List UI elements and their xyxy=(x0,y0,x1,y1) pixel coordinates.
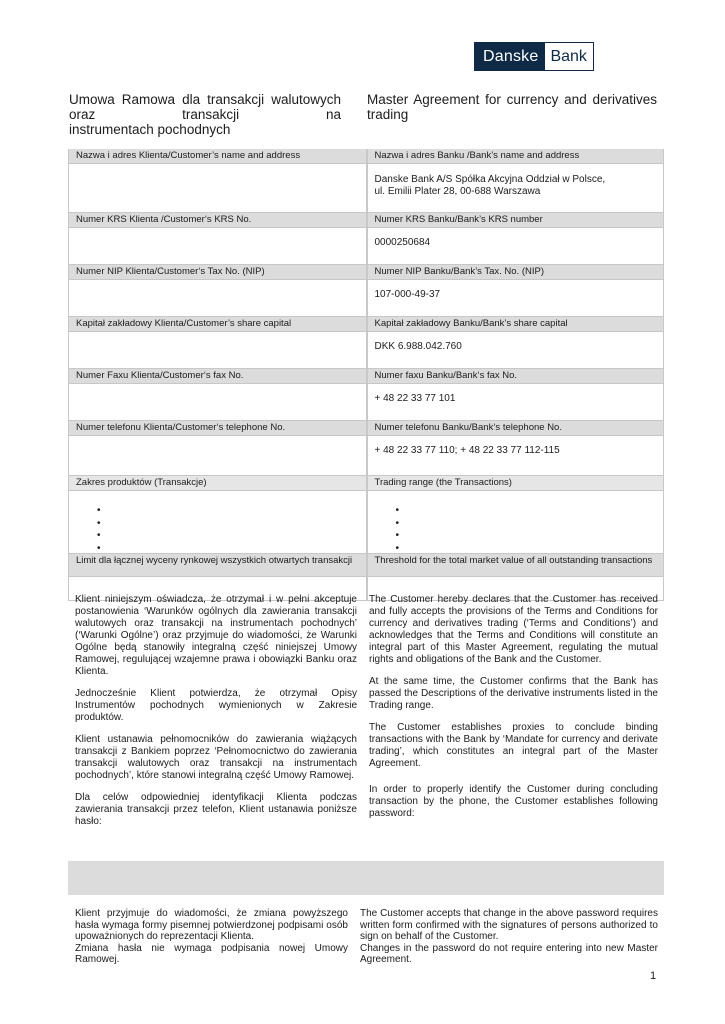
footer-pl-paragraph-2: Zmiana hasła nie wymaga podpisania nowej Umowy Ramowej. xyxy=(75,942,348,965)
table-value-row xyxy=(69,280,664,317)
client-nip-label: Numer NIP Klienta/Customer‘s Tax No. (NIP) xyxy=(69,265,367,280)
body-en-paragraph-4: In order to properly identify the Customer during concluding transaction by the phone, the Customer establishes following password: xyxy=(369,784,658,819)
table-value-row xyxy=(69,384,664,421)
client-capital-field[interactable] xyxy=(69,332,367,369)
list-item: • xyxy=(395,530,400,541)
list-item: • xyxy=(97,517,101,529)
product-range-label: Zakres produktów (Transakcje) xyxy=(69,476,367,491)
table-header-row xyxy=(69,317,664,332)
body-polish xyxy=(75,594,357,838)
list-item: • xyxy=(395,517,400,529)
bank-fax-value: + 48 22 33 77 101 xyxy=(367,384,665,421)
logo-bank: Bank xyxy=(544,43,592,70)
table-value-row xyxy=(69,164,664,213)
bank-krs-value: 0000250684 xyxy=(367,228,665,265)
table-header-row xyxy=(69,265,664,280)
bank-name-line1: Danske Bank A/S Spółka Akcyjna Oddział w Polsce, xyxy=(374,174,606,185)
title-polish-line2: instrumentach pochodnych xyxy=(69,122,231,137)
footer-en-paragraph-2: Changes in the password do not require entering into new Master Agreement. xyxy=(360,942,658,965)
title-english: Master Agreement for currency and derivatives trading xyxy=(367,92,657,122)
title-polish-line1: Umowa Ramowa dla transakcji walutowych oraz transakcji na xyxy=(69,92,341,122)
page-number: 1 xyxy=(650,970,657,982)
list-item: • xyxy=(97,505,101,516)
table-value-row xyxy=(69,332,664,369)
list-item: • xyxy=(97,542,101,554)
danske-bank-logo xyxy=(474,42,594,71)
list-item: • xyxy=(97,530,101,541)
limit-label: Limit dla łącznej wyceny rynkowej wszystkich otwartych transakcji xyxy=(69,554,367,577)
footer-polish xyxy=(75,908,348,966)
threshold-label: Threshold for the total market value of all outstanding transactions xyxy=(367,554,665,577)
client-name-field[interactable] xyxy=(69,164,367,213)
body-en-paragraph-2: At the same time, the Customer confirms that the Bank has passed the Descriptions of the derivative instruments listed in the Trading range. xyxy=(369,676,658,711)
trading-range-list[interactable] xyxy=(367,491,665,554)
body-pl-paragraph-3: Klient ustanawia pełnomocników do zawierania wiążących transakcji z Bankiem poprzez ‘Pełnomocnictwo do zawierania transakcji walutowych oraz transakcji na instrumentach pochodnych’, które stanowi integralną część Umowy Ramowej. xyxy=(75,734,357,781)
bank-fax-label: Numer faxu Banku/Bank‘s fax No. xyxy=(367,369,665,384)
threshold-header-row xyxy=(69,554,664,577)
body-en-paragraph-3: The Customer establishes proxies to conclude binding transactions with the Bank by ‘Mandate for currency and derivate trading’, which constitutes an integral part of the Master Agreement. xyxy=(369,722,658,769)
table-value-row xyxy=(69,228,664,265)
table-header-row xyxy=(69,149,664,164)
body-en-paragraph-1: The Customer hereby declares that the Customer has received and fully accepts the provisions of the Terms and Conditions for currency and derivatives trading (‘Terms and Conditions’) and acknowledges that the Terms and Conditions will constitute an integral part of this Master Agreement, regulating the mutual rights and obligations of the Bank and the Customer. xyxy=(369,594,658,665)
logo-danske: Danske xyxy=(475,43,544,70)
bank-phone-label: Numer telefonu Banku/Bank‘s telephone No. xyxy=(367,421,665,436)
trading-range-header-row xyxy=(69,476,664,491)
table-header-row xyxy=(69,369,664,384)
client-name-label: Nazwa i adres Klienta/Customer’s name and address xyxy=(69,149,367,164)
list-item: • xyxy=(395,542,400,554)
list-item: • xyxy=(395,505,400,516)
client-phone-field[interactable] xyxy=(69,436,367,476)
bank-name-value xyxy=(367,164,665,213)
bank-phone-value: + 48 22 33 77 110; + 48 22 33 77 112-115 xyxy=(367,436,665,476)
client-krs-field[interactable] xyxy=(69,228,367,265)
client-capital-label: Kapitał zakładowy Klienta/Customer’s share capital xyxy=(69,317,367,332)
body-pl-paragraph-1: Klient niniejszym oświadcza, że otrzymał i w pełni akceptuje postanowienia ‘Warunków ogólnych dla zawierania transakcji walutowych oraz transakcji na instrumentach pochodnych’ (‘Warunki Ogólne’) oraz przyjmuje do wiadomości, że Warunki Ogólne będą stanowiły integralną część niniejszej Umowy Ramowej, regulującej wzajemne prawa i obowiązki Banku oraz Klienta. xyxy=(75,594,357,677)
trading-range-label: Trading range (the Transactions) xyxy=(367,476,665,491)
bank-capital-label: Kapitał zakładowy Banku/Bank’s share capital xyxy=(367,317,665,332)
bank-capital-value: DKK 6.988.042.760 xyxy=(367,332,665,369)
table-header-row xyxy=(69,421,664,436)
client-fax-label: Numer Faxu Klienta/Customer‘s fax No. xyxy=(69,369,367,384)
footer-english xyxy=(360,908,658,966)
bank-name-label: Nazwa i adres Banku /Bank’s name and address xyxy=(367,149,665,164)
bank-address-line2: ul. Emilii Plater 28, 00-688 Warszawa xyxy=(374,186,541,197)
body-pl-paragraph-4: Dla celów odpowiedniej identyfikacji Klienta podczas zawierania transakcji przez telefon, Klient ustanawia poniższe hasło: xyxy=(75,792,357,827)
bank-nip-label: Numer NIP Banku/Bank’s Tax. No. (NIP) xyxy=(367,265,665,280)
table-header-row xyxy=(69,213,664,228)
agreement-form-table xyxy=(68,149,664,601)
table-value-row xyxy=(69,436,664,476)
product-range-list[interactable] xyxy=(69,491,367,554)
body-english xyxy=(369,594,658,830)
bank-nip-value: 107-000-49-37 xyxy=(367,280,665,317)
client-phone-label: Numer telefonu Klienta/Customer‘s telephone No. xyxy=(69,421,367,436)
title-polish xyxy=(69,92,341,137)
password-field[interactable] xyxy=(68,861,664,895)
client-fax-field[interactable] xyxy=(69,384,367,421)
client-nip-field[interactable] xyxy=(69,280,367,317)
trading-range-bullets-row xyxy=(69,491,664,554)
client-krs-label: Numer KRS Klienta /Customer‘s KRS No. xyxy=(69,213,367,228)
bank-krs-label: Numer KRS Banku/Bank’s KRS number xyxy=(367,213,665,228)
body-pl-paragraph-2: Jednocześnie Klient potwierdza, że otrzymał Opisy Instrumentów pochodnych wymienionych w Zakresie produktów. xyxy=(75,688,357,723)
footer-en-paragraph-1: The Customer accepts that change in the above password requires written form confirmed with the signatures of persons authorized to sign on behalf of the Customer. xyxy=(360,908,658,942)
footer-pl-paragraph-1: Klient przyjmuje do wiadomości, że zmiana powyższego hasła wymaga formy pisemnej potwierdzonej podpisami osób upoważnionych do reprezentacji Klienta. xyxy=(75,908,348,942)
